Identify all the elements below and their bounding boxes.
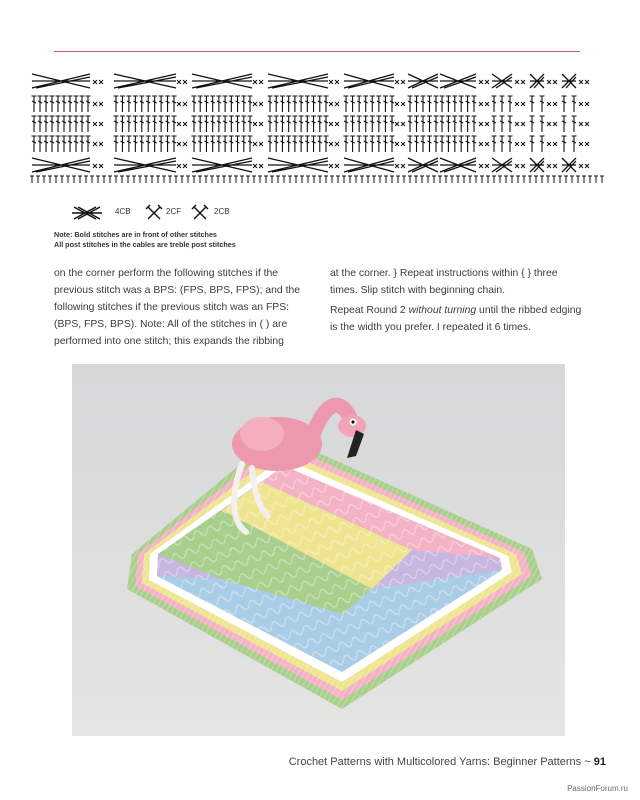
footer-tilde: ~ xyxy=(584,756,591,768)
legend-4cb-label: 4CB xyxy=(115,207,131,216)
legend-2cf-label: 2CF xyxy=(166,207,182,216)
crochet-chart xyxy=(30,66,608,184)
cable-2cb-icon xyxy=(192,205,208,219)
body-column-left xyxy=(54,265,306,353)
chart-notes xyxy=(54,230,236,249)
blanket-photo xyxy=(72,364,565,736)
right-paragraph-1: at the corner. } Repeat instructions within { } three times. Slip stitch with beginning chain. xyxy=(330,268,558,296)
legend-2cb-label: 2CB xyxy=(214,207,230,216)
cable-2cf-icon xyxy=(146,205,162,219)
header-rule xyxy=(54,51,580,52)
right-paragraph-2 xyxy=(330,302,585,336)
p2-italic: without turning xyxy=(408,305,477,316)
left-paragraph: on the corner perform the following stitches if the previous stitch was a BPS: (FPS, BPS, FPS); and the following stitches if the previous stitch was an FPS: (BPS, FPS, BPS). Note: All of the stitches in ( ) are performed into one stitch; this expands the ribbing xyxy=(54,268,301,347)
p2-suffix: until the ribbed edging is the width you prefer. I repeated it 6 times. xyxy=(330,305,582,333)
note-line-1: Note: Bold stitches are in front of other stitches xyxy=(54,230,217,239)
page-number: 91 xyxy=(593,756,606,768)
p2-prefix: Repeat Round 2 xyxy=(330,305,409,316)
chart-symbols xyxy=(30,74,604,183)
cable-4cb-icon xyxy=(72,207,102,219)
book-title: Crochet Patterns with Multicolored Yarns: Beginner Patterns xyxy=(288,756,582,768)
watermark: PassionForum.ru xyxy=(567,784,628,793)
note-line-2: All post stitches in the cables are treble post stitches xyxy=(54,239,236,249)
page-footer xyxy=(289,756,606,768)
body-column-right xyxy=(330,265,585,339)
